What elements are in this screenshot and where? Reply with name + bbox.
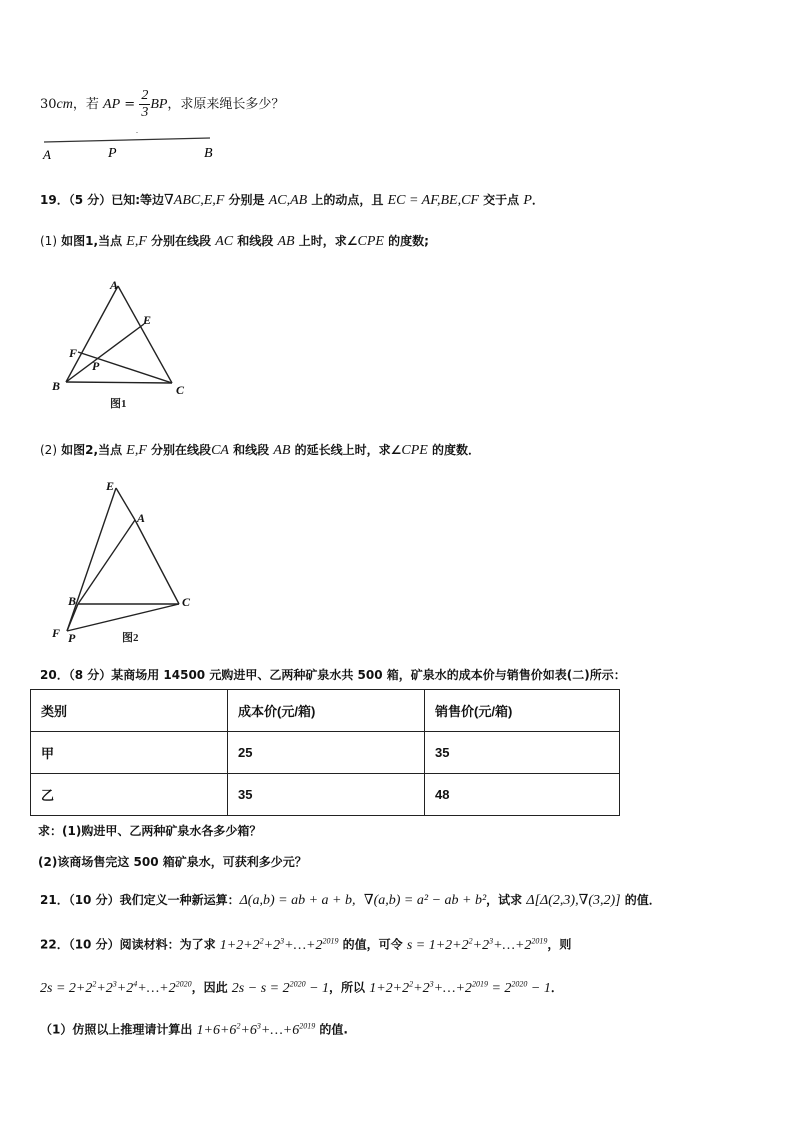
q19-p2-e: 的度数． (427, 443, 480, 457)
q19-segs: AC,AB (268, 193, 308, 208)
fig1-label-f: F (69, 346, 78, 360)
q18-prefix: 30 (40, 97, 57, 112)
q18-unit: cm (56, 97, 73, 112)
q19-point: P (523, 193, 532, 208)
q22-s-definition: $s = 1+2+2^2+2^3+\dots+2^{2019}$ (406, 936, 548, 953)
figure-1 (44, 274, 204, 414)
table-header-cell: 类别 (31, 690, 228, 732)
q19-p1-points: E,F (126, 234, 147, 249)
q19-p2-b: 分别在线段 (146, 443, 212, 457)
q19-p2-ab: AB (273, 443, 291, 458)
q18-label-b: B (204, 146, 213, 161)
q22-part1 (40, 1017, 348, 1040)
fig1-caption: 图1 (110, 398, 127, 410)
table-row (31, 774, 620, 816)
q19-p1-num: (1) (40, 234, 57, 248)
fig1-label-p: P (92, 359, 100, 373)
q18-label-a: A (43, 147, 51, 162)
q18-eq: = (120, 97, 140, 112)
q22-head: 22．（10 分）阅读材料：为了求 (40, 937, 220, 952)
fig1-label-b: B (52, 379, 61, 393)
fig2-caption: 图2 (122, 632, 139, 644)
q22-sum-expression: $1+2+2^2+2^3+\dots+2^{2019}$ (219, 936, 339, 953)
q19-dot: ． (531, 193, 544, 207)
q22-part1-b: 的值. (315, 1022, 348, 1037)
q19-p2-a: 如图2,当点 (57, 443, 127, 457)
q18-frac-den: 3 (141, 105, 149, 120)
q19-equation: EC = AF,BE,CF (387, 193, 479, 208)
q18-ruo: ，若 (72, 97, 99, 112)
fig2-label-c: C (182, 595, 191, 609)
q18-line (40, 88, 284, 121)
q22-part1-expression: $1+6+6^2+6^3+\dots+6^{2019}$ (196, 1021, 316, 1038)
fig2-label-p: P (68, 631, 76, 645)
q19-mid2: 上的动点，且 (307, 193, 388, 207)
fig1-label-c: C (176, 383, 185, 397)
q21-def-delta: Δ(a,b) = ab + a + b, (239, 893, 356, 908)
q18-label-p: P (108, 146, 117, 161)
q21-head: 21．（10 分）我们定义一种新运算： (40, 893, 240, 907)
q19-p2-num: (2) (40, 443, 57, 457)
q19-p2-points: E,F (126, 443, 147, 458)
q19-triangle: ∇ABC,E,F (164, 193, 225, 208)
q20-price-table (30, 689, 620, 816)
q19-p1-d: 上时，求∠ (294, 234, 358, 248)
q19-stem (40, 191, 544, 210)
fig2-label-a: A (137, 511, 146, 525)
q19-p1-b: 分别在线段 (146, 234, 216, 248)
q18-lhs: AP (103, 97, 121, 112)
q21-end: 的值． (620, 893, 661, 907)
q22-line2-b: ，所以 (329, 980, 370, 995)
fig2-label-b: B (68, 594, 77, 608)
q21-def-nabla: ∇(a,b) = a² − ab + b² (363, 893, 487, 908)
table-header-row (31, 690, 620, 732)
table-cell: 48 (425, 774, 620, 816)
fig1-label-e: E (143, 313, 152, 327)
table-cell: 35 (228, 774, 425, 816)
q19-p1-a: 如图1,当点 (57, 234, 127, 248)
figure-2 (44, 478, 214, 648)
q19-p2-angle: CPE (401, 443, 428, 458)
q19-p1-e: 的度数; (383, 234, 429, 248)
q18-ask: ，求原来绳长多少？ (167, 97, 285, 112)
q19-p1-c: 和线段 (233, 234, 278, 248)
q20-ask2: (2)该商场售完这 500 箱矿泉水，可获利多少元？ (38, 855, 307, 869)
q19-p2-ca: CA (211, 443, 229, 458)
q22-line2-a: 因此 (203, 980, 232, 995)
table-cell: 乙 (31, 774, 228, 816)
q19-head: 19．（5 分）已知:等边 (40, 193, 165, 207)
q19-part1 (40, 232, 429, 251)
table-header-cell: 销售价(元/箱) (425, 690, 620, 732)
fig2-label-f: F (52, 626, 61, 640)
q19-p2-d: 的延长线上时，求∠ (290, 443, 402, 457)
q18-rhs: BP (150, 97, 168, 112)
q22-part1-a: （1）仿照以上推理请计算出 (40, 1022, 197, 1037)
q22-mid2: ，则 (547, 937, 572, 952)
table-header-cell: 成本价(元/箱) (228, 690, 425, 732)
table-cell: 甲 (31, 732, 228, 774)
q21-mid: ，试求 (486, 893, 527, 907)
q21-stem (40, 891, 661, 910)
q19-mid1: 分别是 (224, 193, 269, 207)
q22-difference: $2s - s = 2^{2020} - 1$ (231, 979, 330, 996)
q19-part2 (40, 441, 480, 460)
fig2-label-e: E (106, 479, 115, 493)
q20-stem: 20．（8 分）某商场用 14500 元购进甲、乙两种矿泉水共 500 箱，矿泉水的成本价与销售价如表(二)所示： (40, 668, 626, 682)
q20-ask1: 求：(1)购进甲、乙两种矿泉水各多少箱？ (38, 824, 262, 838)
table-cell: 35 (425, 732, 620, 774)
q19-end: 交于点 (478, 193, 524, 207)
q22-result: $1+2+2^2+2^3+\dots+2^{2019} = 2^{2020} - 1$ (369, 979, 551, 996)
q19-p1-ab: AB (277, 234, 295, 249)
q19-p1-ac: AC (215, 234, 234, 249)
q22-2s-expression: $2s = 2+2^2+2^3+2^4+\dots+2^{2020}$ (40, 979, 192, 996)
fig1-label-a: A (110, 278, 119, 292)
q21-expression: Δ[Δ(2,3),∇(3,2)] (526, 893, 621, 908)
q22-mid1: 的值，可令 (338, 937, 407, 952)
table-cell: 25 (228, 732, 425, 774)
q18-frac-num: 2 (141, 88, 149, 103)
q18-rope-figure (40, 132, 230, 164)
q18-fraction (139, 88, 150, 121)
table-row (31, 732, 620, 774)
q19-p2-c: 和线段 (228, 443, 274, 457)
q19-p1-angle: CPE (357, 234, 384, 249)
q22-stem (40, 932, 571, 955)
q22-derivation: $2s = 2+2^2+2^3+2^4+\dots+2^{2020}$，因此 $2s - s = 2^{2020} - 1$，所以 $1+2+2^2+2^3+\dots+2^{2019} = 2^{2020} - 1$． (40, 979, 563, 996)
